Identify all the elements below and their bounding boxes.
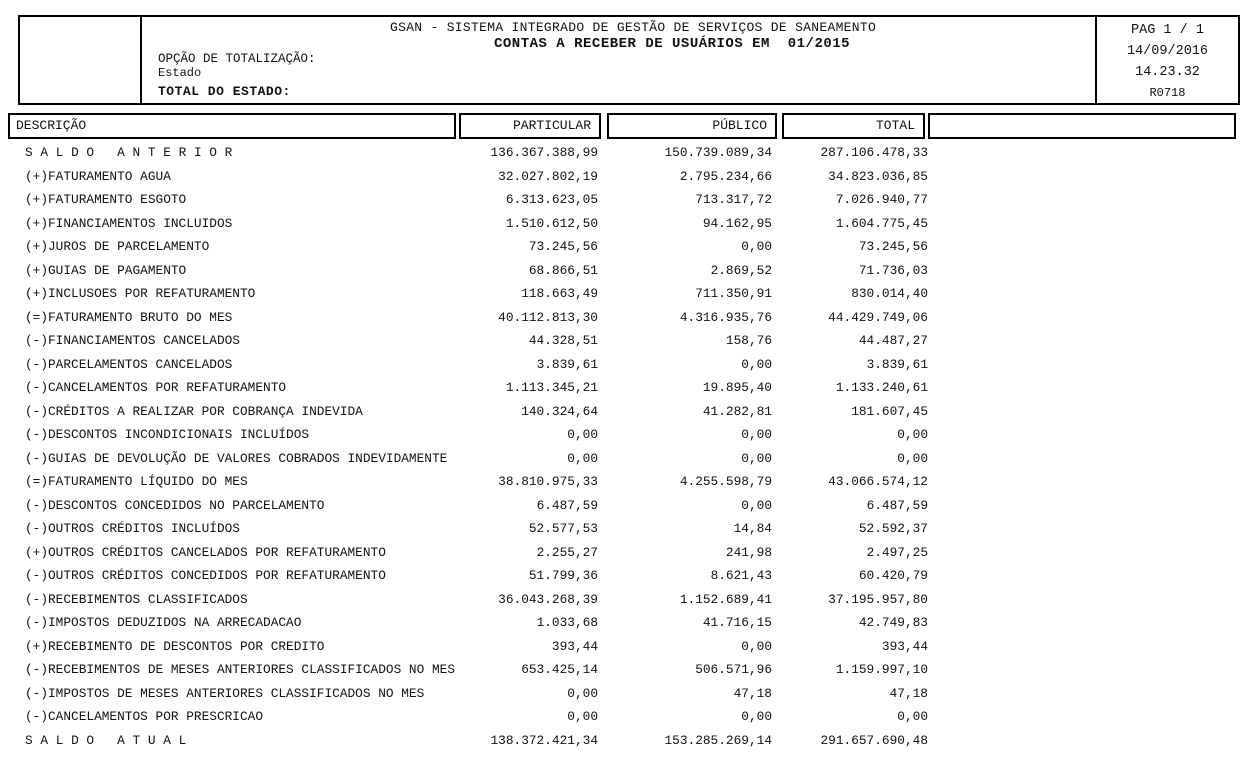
row-label: RECEBIMENTOS CLASSIFICADOS (48, 591, 248, 607)
row-particular-value: 0,00 (567, 685, 598, 701)
row-publico-value: 2.795.234,66 (679, 168, 772, 184)
row-total-value: 0,00 (897, 709, 928, 725)
row-publico-value: 94.162,95 (702, 215, 772, 231)
row-description (8, 263, 458, 278)
row-publico-value: 0,00 (741, 356, 772, 372)
logo-box (20, 17, 142, 103)
table-row (8, 564, 1236, 588)
row-particular-value: 32.027.802,19 (498, 168, 598, 184)
row-description (8, 592, 458, 607)
row-particular-value: 36.043.268,39 (498, 591, 598, 607)
row-total-value: 181.607,45 (851, 403, 928, 419)
row-operator: (=) (25, 309, 49, 325)
row-particular-value: 138.372.421,34 (490, 732, 598, 748)
row-publico-value: 47,18 (733, 685, 772, 701)
row-total-value: 1.159.997,10 (835, 662, 928, 678)
row-total-value: 287.106.478,33 (820, 145, 928, 161)
row-particular-value: 6.487,59 (536, 497, 598, 513)
table-row (8, 141, 1236, 165)
row-operator: (-) (25, 685, 49, 701)
row-total-value: 37.195.957,80 (828, 591, 928, 607)
row-label: RECEBIMENTOS DE MESES ANTERIORES CLASSIFICADOS NO MES (48, 662, 456, 678)
table-row (8, 541, 1236, 565)
table-row (8, 682, 1236, 706)
row-label: S A L D O A T U A L (25, 732, 187, 748)
row-publico-value: 0,00 (741, 709, 772, 725)
system-title: GSAN - SISTEMA INTEGRADO DE GESTÃO DE SERVIÇOS DE SANEAMENTO (390, 20, 877, 35)
row-label: S A L D O A N T E R I O R (25, 145, 233, 161)
table-body (8, 141, 1236, 752)
row-total-value: 291.657.690,48 (820, 732, 928, 748)
column-header-particular: PARTICULAR (459, 113, 601, 139)
row-operator: (-) (25, 403, 49, 419)
row-operator: (+) (25, 544, 49, 560)
row-particular-value: 3.839,61 (536, 356, 598, 372)
table-row (8, 353, 1236, 377)
row-description (8, 145, 458, 160)
row-total-value: 1.133.240,61 (835, 380, 928, 396)
row-publico-value: 0,00 (741, 450, 772, 466)
row-particular-value: 68.866,51 (528, 262, 598, 278)
row-description (8, 451, 458, 466)
row-description (8, 286, 458, 301)
row-particular-value: 2.255,27 (536, 544, 598, 560)
table-row (8, 447, 1236, 471)
row-particular-value: 140.324,64 (521, 403, 598, 419)
row-total-value: 6.487,59 (866, 497, 928, 513)
row-description (8, 333, 458, 348)
row-description (8, 521, 458, 536)
row-description (8, 310, 458, 325)
row-particular-value: 73.245,56 (528, 239, 598, 255)
row-publico-value: 711.350,91 (695, 286, 772, 302)
table-row (8, 705, 1236, 729)
row-total-value: 71.736,03 (858, 262, 928, 278)
row-total-value: 60.420,79 (858, 568, 928, 584)
row-description (8, 733, 458, 748)
row-operator: (-) (25, 709, 49, 725)
row-total-value: 7.026.940,77 (835, 192, 928, 208)
row-description (8, 216, 458, 231)
row-label: DESCONTOS INCONDICIONAIS INCLUÍDOS (48, 427, 310, 443)
row-description (8, 239, 458, 254)
row-operator: (+) (25, 168, 49, 184)
row-operator: (-) (25, 427, 49, 443)
row-label: OUTROS CRÉDITOS INCLUÍDOS (48, 521, 240, 537)
row-publico-value: 713.317,72 (695, 192, 772, 208)
row-particular-value: 393,44 (551, 638, 598, 654)
row-particular-value: 1.510.612,50 (505, 215, 598, 231)
row-label: FATURAMENTO BRUTO DO MES (48, 309, 233, 325)
column-header-filler (928, 113, 1236, 139)
column-header-publico: PÚBLICO (607, 113, 777, 139)
report-date: 14/09/2016 (1126, 44, 1208, 59)
row-label: GUIAS DE PAGAMENTO (48, 262, 187, 278)
page-indicator: PAG 1 / 1 (1131, 23, 1204, 38)
header-center (142, 17, 1095, 103)
row-label: FATURAMENTO LÍQUIDO DO MES (48, 474, 248, 490)
row-particular-value: 118.663,49 (521, 286, 598, 302)
row-operator: (-) (25, 450, 49, 466)
row-particular-value: 52.577,53 (528, 521, 598, 537)
row-publico-value: 4.316.935,76 (679, 309, 772, 325)
row-particular-value: 40.112.813,30 (498, 309, 598, 325)
row-label: DESCONTOS CONCEDIDOS NO PARCELAMENTO (48, 497, 325, 513)
row-operator: (+) (25, 215, 49, 231)
table-row (8, 235, 1236, 259)
row-publico-value: 41.716,15 (702, 615, 772, 631)
row-operator: (-) (25, 356, 49, 372)
table-row (8, 658, 1236, 682)
row-label: RECEBIMENTO DE DESCONTOS POR CREDITO (48, 638, 325, 654)
row-total-value: 830.014,40 (851, 286, 928, 302)
row-operator: (-) (25, 591, 49, 607)
row-description (8, 615, 458, 630)
row-particular-value: 51.799,36 (528, 568, 598, 584)
row-description (8, 192, 458, 207)
row-publico-value: 14,84 (733, 521, 772, 537)
total-scope-label: TOTAL DO ESTADO: (158, 84, 291, 99)
row-particular-value: 0,00 (567, 450, 598, 466)
table-column-headers (8, 113, 1236, 139)
row-total-value: 0,00 (897, 427, 928, 443)
row-operator: (-) (25, 615, 49, 631)
row-label: FINANCIAMENTOS INCLUIDOS (48, 215, 233, 231)
report-header (18, 15, 1240, 105)
row-total-value: 43.066.574,12 (828, 474, 928, 490)
table-row (8, 212, 1236, 236)
row-label: JUROS DE PARCELAMENTO (48, 239, 210, 255)
row-total-value: 44.429.749,06 (828, 309, 928, 325)
header-right (1095, 17, 1238, 103)
row-operator: (=) (25, 474, 49, 490)
report-code: R0718 (1149, 86, 1186, 100)
table-row (8, 588, 1236, 612)
row-publico-value: 2.869,52 (710, 262, 772, 278)
row-publico-value: 158,76 (725, 333, 772, 349)
row-total-value: 0,00 (897, 450, 928, 466)
row-total-value: 3.839,61 (866, 356, 928, 372)
row-particular-value: 44.328,51 (528, 333, 598, 349)
table-row (8, 423, 1236, 447)
row-description (8, 427, 458, 442)
row-description (8, 404, 458, 419)
row-description (8, 545, 458, 560)
table-row (8, 517, 1236, 541)
table-row (8, 611, 1236, 635)
row-label: CANCELAMENTOS POR REFATURAMENTO (48, 380, 287, 396)
column-header-total: TOTAL (782, 113, 925, 139)
row-publico-value: 153.285.269,14 (664, 732, 772, 748)
row-operator: (-) (25, 662, 49, 678)
table-row (8, 306, 1236, 330)
row-label: PARCELAMENTOS CANCELADOS (48, 356, 233, 372)
report-title: CONTAS A RECEBER DE USUÁRIOS EM 01/2015 (494, 36, 851, 52)
row-label: IMPOSTOS DEDUZIDOS NA ARRECADACAO (48, 615, 302, 631)
row-label: OUTROS CRÉDITOS CANCELADOS POR REFATURAMENTO (48, 544, 386, 560)
row-label: INCLUSOES POR REFATURAMENTO (48, 286, 256, 302)
table-row (8, 165, 1236, 189)
table-row (8, 282, 1236, 306)
row-operator: (-) (25, 497, 49, 513)
row-particular-value: 653.425,14 (521, 662, 598, 678)
row-operator: (+) (25, 638, 49, 654)
row-total-value: 34.823.036,85 (828, 168, 928, 184)
row-publico-value: 19.895,40 (702, 380, 772, 396)
row-total-value: 1.604.775,45 (835, 215, 928, 231)
row-total-value: 73.245,56 (858, 239, 928, 255)
table-row (8, 635, 1236, 659)
row-label: FATURAMENTO AGUA (48, 168, 171, 184)
row-total-value: 2.497,25 (866, 544, 928, 560)
row-total-value: 44.487,27 (858, 333, 928, 349)
row-total-value: 393,44 (881, 638, 928, 654)
report-time: 14.23.32 (1135, 65, 1200, 80)
table-row (8, 470, 1236, 494)
row-particular-value: 136.367.388,99 (490, 145, 598, 161)
row-operator: (-) (25, 568, 49, 584)
row-publico-value: 1.152.689,41 (679, 591, 772, 607)
row-label: IMPOSTOS DE MESES ANTERIORES CLASSIFICADOS NO MES (48, 685, 425, 701)
row-description (8, 169, 458, 184)
row-operator: (+) (25, 239, 49, 255)
row-particular-value: 38.810.975,33 (498, 474, 598, 490)
row-particular-value: 0,00 (567, 709, 598, 725)
row-label: CRÉDITOS A REALIZAR POR COBRANÇA INDEVIDA (48, 403, 363, 419)
row-label: FATURAMENTO ESGOTO (48, 192, 187, 208)
row-label: CANCELAMENTOS POR PRESCRICAO (48, 709, 264, 725)
row-description (8, 380, 458, 395)
row-publico-value: 241,98 (725, 544, 772, 560)
table-row (8, 259, 1236, 283)
table-row (8, 376, 1236, 400)
row-publico-value: 0,00 (741, 239, 772, 255)
row-description (8, 662, 458, 677)
row-particular-value: 1.113.345,21 (505, 380, 598, 396)
row-operator: (+) (25, 286, 49, 302)
row-particular-value: 1.033,68 (536, 615, 598, 631)
row-publico-value: 8.621,43 (710, 568, 772, 584)
row-publico-value: 506.571,96 (695, 662, 772, 678)
row-description (8, 568, 458, 583)
column-header-descricao: DESCRIÇÃO (8, 113, 456, 139)
row-particular-value: 6.313.623,05 (505, 192, 598, 208)
row-total-value: 42.749,83 (858, 615, 928, 631)
row-label: FINANCIAMENTOS CANCELADOS (48, 333, 240, 349)
row-description (8, 498, 458, 513)
table-row (8, 729, 1236, 753)
row-operator: (+) (25, 262, 49, 278)
row-description (8, 357, 458, 372)
totalization-label: OPÇÃO DE TOTALIZAÇÃO: (158, 52, 316, 66)
row-total-value: 47,18 (889, 685, 928, 701)
row-operator: (-) (25, 380, 49, 396)
row-publico-value: 0,00 (741, 497, 772, 513)
row-publico-value: 0,00 (741, 638, 772, 654)
table-row (8, 400, 1236, 424)
table-row (8, 494, 1236, 518)
row-total-value: 52.592,37 (858, 521, 928, 537)
row-publico-value: 4.255.598,79 (679, 474, 772, 490)
row-publico-value: 41.282,81 (702, 403, 772, 419)
row-label: OUTROS CRÉDITOS CONCEDIDOS POR REFATURAMENTO (48, 568, 386, 584)
row-label: GUIAS DE DEVOLUÇÃO DE VALORES COBRADOS INDEVIDAMENTE (48, 450, 448, 466)
row-publico-value: 150.739.089,34 (664, 145, 772, 161)
row-publico-value: 0,00 (741, 427, 772, 443)
row-operator: (+) (25, 192, 49, 208)
table-row (8, 329, 1236, 353)
row-description (8, 709, 458, 724)
row-particular-value: 0,00 (567, 427, 598, 443)
totalization-value: Estado (158, 66, 202, 80)
row-operator: (-) (25, 333, 49, 349)
row-description (8, 474, 458, 489)
row-description (8, 686, 458, 701)
row-description (8, 639, 458, 654)
table-row (8, 188, 1236, 212)
row-operator: (-) (25, 521, 49, 537)
